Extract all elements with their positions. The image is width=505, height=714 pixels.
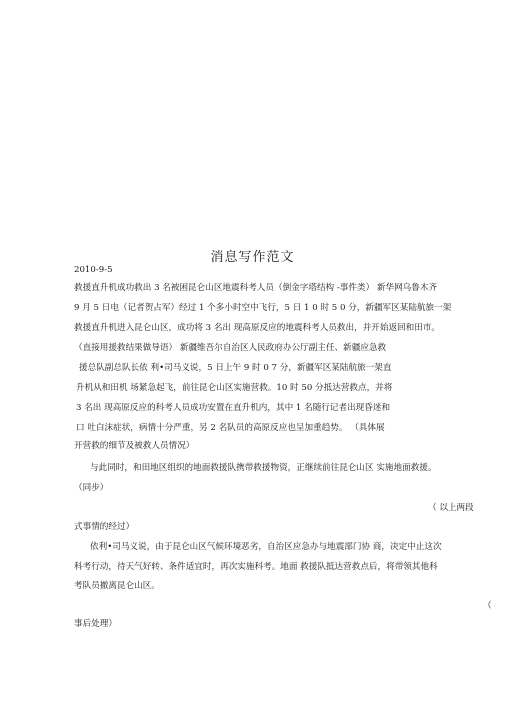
paragraph-line: 救援直升机成功救出 3 名被困昆仑山区地震科考人员（倒金字塔结构 -事件类） 新华网乌鲁木齐 <box>74 283 438 293</box>
paragraph-line: （ 以上两段 <box>428 503 474 513</box>
document-title: 消息写作范文 <box>210 250 295 265</box>
paragraph-line: 事后处理） <box>74 619 117 629</box>
paragraph-line: （ <box>483 601 492 611</box>
paragraph-line: 9 月 5 日电（记者贺占军）经过 1 个多小时空中飞行，5 日 1 0 时 5 0 分，新疆军区某陆航旅一架 <box>74 303 452 313</box>
document-date: 2010-9-5 <box>74 265 113 275</box>
paragraph-line: 式事情的经过） <box>74 522 135 532</box>
paragraph-line: 考队员撤离昆仑山区。 <box>74 581 160 591</box>
paragraph-line: 依利•司马义说，由于昆仑山区气候环境恶劣，自治区应急办与地震部门协 商，决定中止这次 <box>90 542 442 552</box>
paragraph-line: 援总队副总队长依 利•司马义说，5 日上午 9 时 0 7 分，新疆军区某陆航旅一架直 <box>79 363 392 373</box>
paragraph-line: 升机从和田机 场紧急起飞，前往昆仑山区实施营救。10 时 50 分抵达营救点，并将 <box>76 383 393 393</box>
paragraph-line: 科考行动，待天气好转、条件适宜时，再次实施科考。地面 救援队抵达营救点后，将带领其他科 <box>74 562 438 572</box>
paragraph-line: （直接用援救结果做导语） 新疆维吾尔自治区人民政府办公厅副主任、新疆应急救 <box>74 343 387 353</box>
paragraph-line: 口 吐白沫症状，病情十分严重，另 2 名队员的高原反应也呈加重趋势。 （具体展 <box>76 423 385 433</box>
paragraph-line: 救援直升机进入昆仑山区，成功将 3 名出 现高原反应的地震科考人员救出，并开始返回和田市。 <box>74 323 441 333</box>
paragraph-line: 开营救的细节及被救人员情况） <box>74 441 195 451</box>
paragraph-line: 3 名出 现高原反应的科考人员成功安置在直升机内，其中 1 名随行记者出现昏迷和 <box>76 403 391 413</box>
paragraph-line: （同步） <box>74 483 109 493</box>
paragraph-line: 与此同时，和田地区组织的地面救援队携带救援物资，正继续前往昆仑山区 实施地面救援。 <box>90 463 437 473</box>
